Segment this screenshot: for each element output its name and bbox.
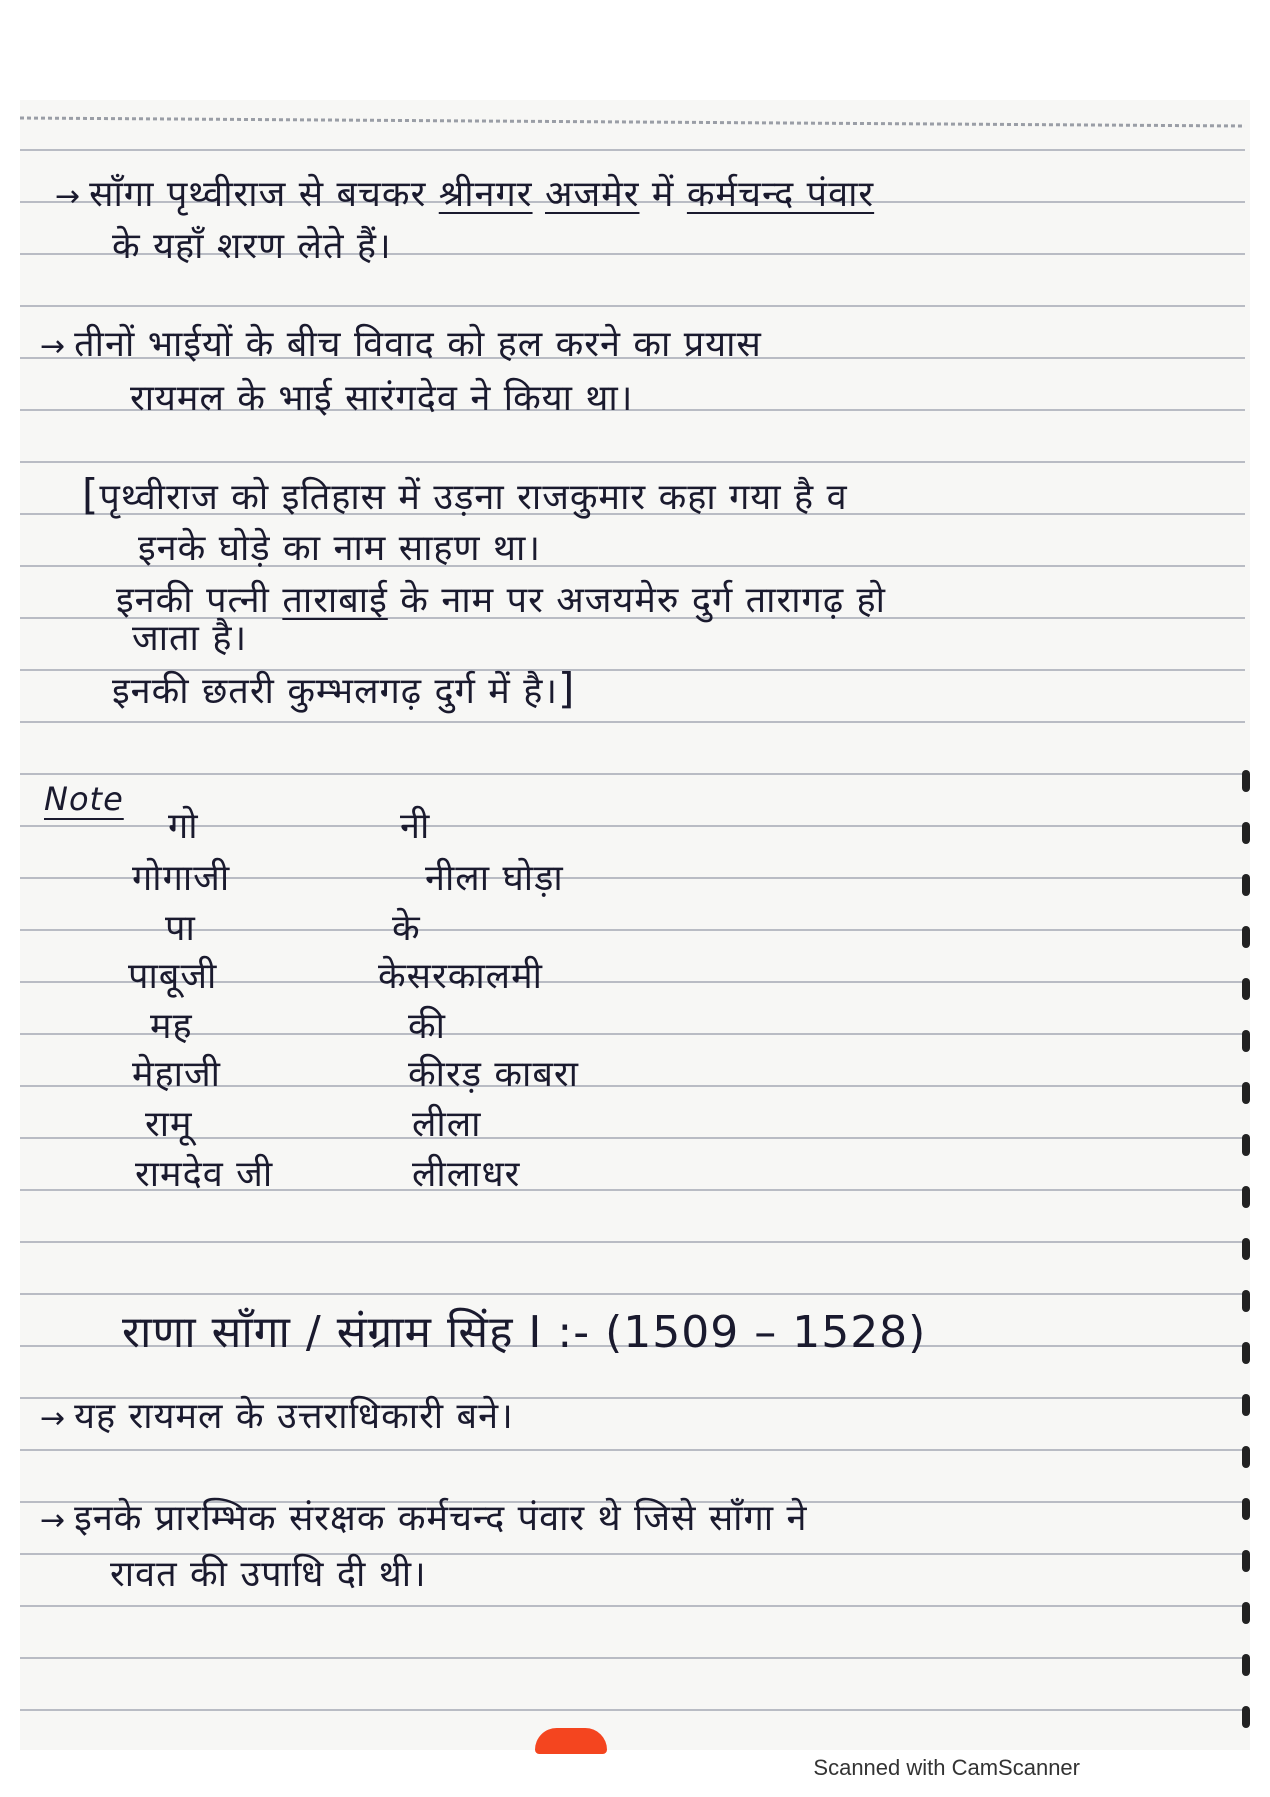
section-point1-text: यह रायमल के उत्तराधिकारी बने। — [74, 1396, 514, 1437]
block1-line2: के यहाँ शरण लेते हैं। — [112, 226, 392, 267]
arrow-right-icon: → — [40, 1401, 67, 1436]
block3-line3-suffix: के नाम पर अजयमेरु दुर्ग तारागढ़ हो — [400, 580, 886, 621]
block3-line4: जाता है। — [132, 618, 248, 659]
block3-line5-text: इनकी छतरी कुम्भलगढ़ दुर्ग में है। — [112, 671, 559, 712]
note-row-1-right: नीला घोड़ा — [425, 858, 564, 899]
block3-line1-text: पृथ्वीराज को इतिहास में उड़ना राजकुमार कहा गया है व — [99, 477, 848, 518]
note-row-1-left: गोगाजी — [132, 858, 231, 899]
note-row-5-right: कीरड़ काबरा — [408, 1054, 579, 1095]
name-tarabai: ताराबाई — [282, 580, 388, 621]
place-srinagar: श्रीनगर — [438, 174, 533, 215]
arrow-right-icon: → — [55, 179, 82, 214]
note-label: Note — [44, 780, 124, 818]
block3-line1 — [82, 470, 848, 520]
note-row-5-left: मेहाजी — [132, 1054, 222, 1095]
note-row-4-left: मह — [150, 1006, 193, 1047]
note-row-4-right: की — [408, 1006, 446, 1047]
block2-line2: रायमल के भाई सारंगदेव ने किया था। — [130, 378, 634, 419]
arrow-right-icon: → — [40, 1503, 67, 1538]
section-point2-line2: रावत की उपाधि दी थी। — [110, 1554, 427, 1595]
note-row-0-left: गो — [168, 806, 199, 847]
note-row-7-right: लीलाधर — [412, 1154, 521, 1195]
arrow-right-icon: → — [40, 329, 67, 364]
scanner-watermark: Scanned with CamScanner — [813, 1755, 1080, 1780]
red-marker-tab — [535, 1728, 607, 1754]
block1-prefix: साँगा पृथ्वीराज से बचकर — [89, 174, 427, 215]
block3-line3-prefix: इनकी पत्नी — [116, 580, 270, 621]
block2-line1-text: तीनों भाईयों के बीच विवाद को हल करने का प्रयास — [74, 324, 762, 365]
block2-line1 — [40, 318, 762, 367]
section-point1 — [40, 1390, 514, 1439]
section-point2-text: इनके प्रारम्भिक संरक्षक कर्मचन्द पंवार थे जिसे साँगा ने — [74, 1498, 808, 1539]
open-bracket: [ — [82, 470, 100, 519]
block1-line1 — [55, 168, 874, 217]
section-point2-line1 — [40, 1492, 808, 1541]
spiral-binding-holes — [1238, 770, 1252, 1730]
section-heading: राणा साँगा / संग्राम सिंह I :- (1509 – 1528) — [122, 1307, 927, 1358]
note-row-2-left: पा — [165, 908, 196, 949]
close-bracket: ] — [558, 664, 576, 713]
note-row-3-left: पाबूजी — [128, 956, 218, 997]
block3-line5 — [112, 664, 575, 714]
block1-mid: में — [651, 174, 675, 215]
note-row-6-right: लीला — [412, 1104, 482, 1145]
note-row-6-left: रामू — [145, 1104, 193, 1145]
note-row-0-right: नी — [400, 806, 431, 847]
place-ajmer: अजमेर — [545, 174, 640, 215]
person-karmchand: कर्मचन्द पंवार — [686, 174, 875, 215]
note-row-3-right: केसरकालमी — [378, 956, 543, 997]
note-row-7-left: रामदेव जी — [135, 1154, 274, 1195]
block3-line2: इनके घोड़े का नाम साहण था। — [138, 528, 541, 569]
note-row-2-right: के — [392, 908, 421, 949]
